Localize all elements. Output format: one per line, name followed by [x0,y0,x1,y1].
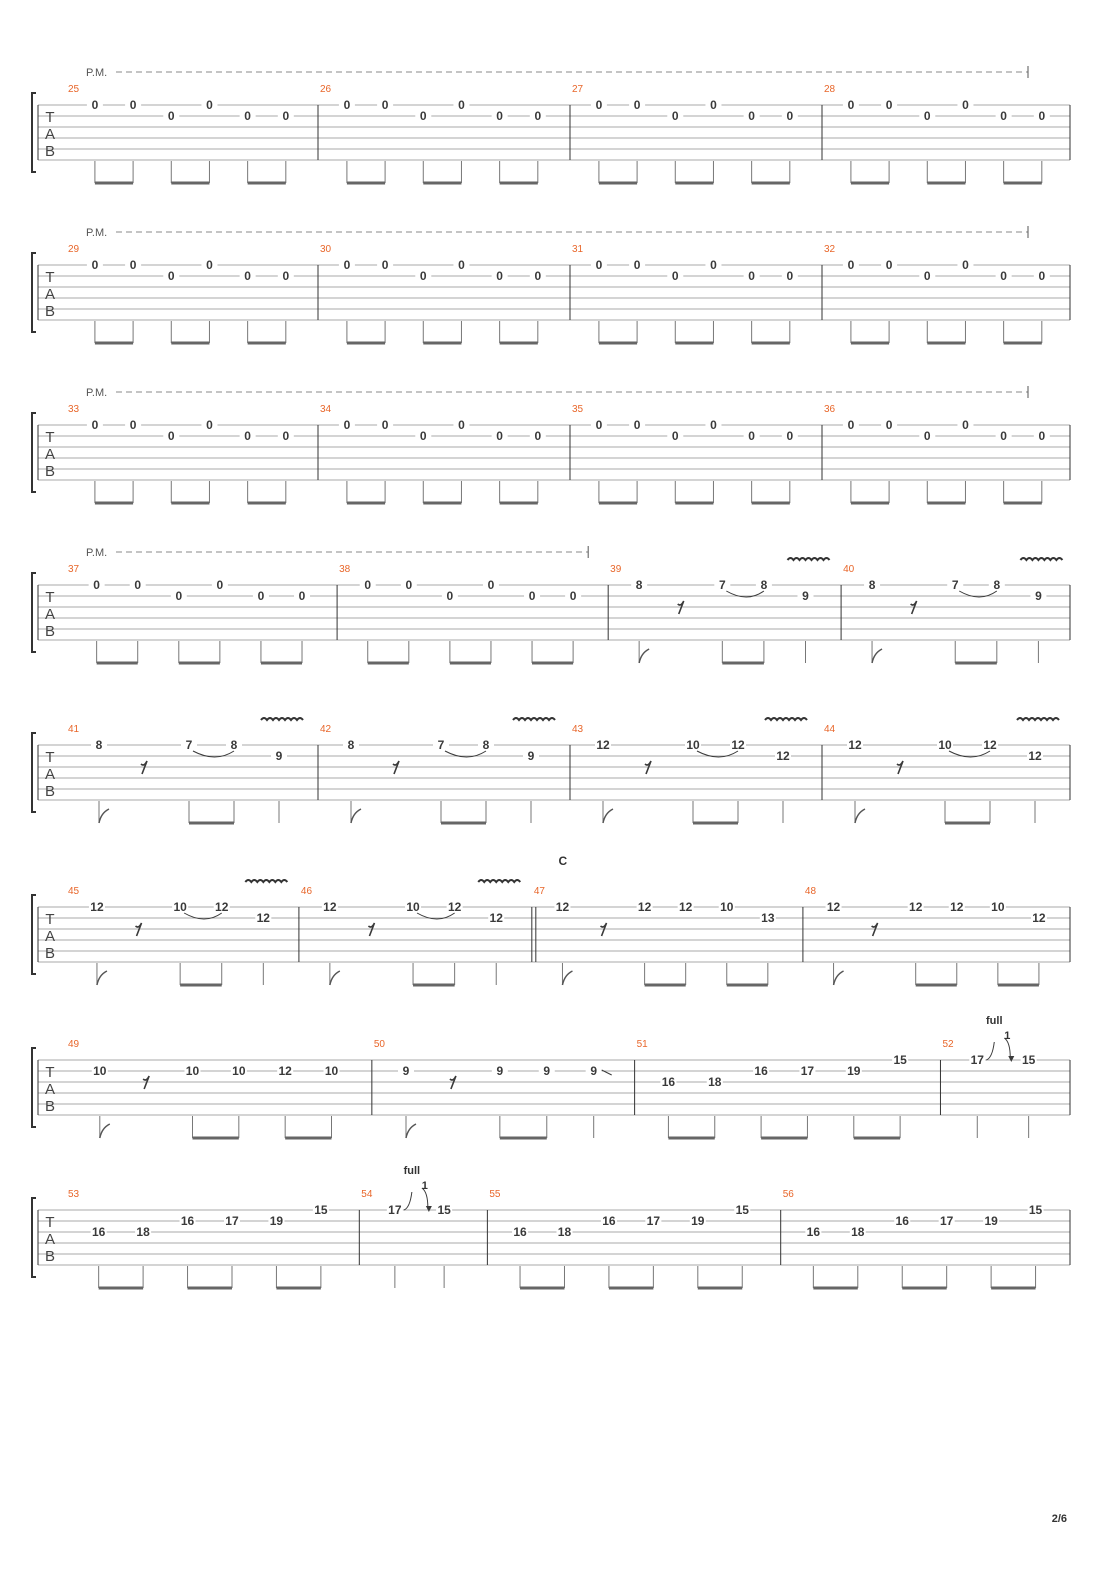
fret-number: 0 [962,418,969,432]
fret-number: 0 [419,109,427,123]
fret-number: 9 [527,749,535,763]
fret-number: 0 [923,429,931,443]
measure-number: 49 [68,1039,80,1050]
measure-number: 45 [68,886,80,897]
fret-number: 17 [939,1214,954,1228]
tab-system [32,718,1070,823]
fret-number: 0 [381,98,389,112]
fret-number: 0 [786,429,794,443]
measure-number: 54 [361,1189,373,1200]
fret-number: 16 [806,1225,821,1239]
fret-number: 0 [381,258,389,272]
palm-mute-label: P.M. [86,387,108,399]
fret-number: 0 [595,418,603,432]
measure-number: 38 [339,564,351,575]
tab-clef-letter: T [45,589,55,606]
fret-number: 0 [298,589,306,603]
fret-number: 0 [129,418,137,432]
fret-number: 0 [496,269,503,283]
measure-number: 42 [320,724,332,735]
measure-number: 56 [782,1189,794,1200]
measure-number: 40 [843,564,855,575]
fret-number: 10 [720,900,734,914]
system-bracket [32,573,36,652]
vibrato-mark [261,718,303,720]
fret-number: 17 [225,1214,239,1228]
tab-system [32,1015,1070,1138]
fret-number: 10 [185,1064,200,1078]
fret-number: 15 [314,1203,328,1217]
tab-clef-letter: A [44,928,56,945]
fret-number: 12 [323,900,337,914]
fret-number: 12 [447,900,462,914]
fret-number: 12 [637,900,652,914]
vibrato-mark [245,880,287,882]
bend-arrow [404,1192,412,1210]
fret-number: 16 [91,1225,106,1239]
note-flag [99,809,109,823]
fret-number: 0 [633,98,641,112]
fret-number: 0 [569,589,577,603]
system-bracket [32,733,36,812]
fret-number: 0 [885,98,893,112]
tab-clef-letter: T [45,911,55,928]
measure-number: 25 [68,84,80,95]
fret-number: 12 [278,1064,292,1078]
measure-number: 29 [68,244,80,255]
fret-number: 16 [513,1225,527,1239]
vibrato-mark [478,880,520,882]
fret-number: 7 [718,578,726,592]
measure-number: 50 [373,1039,385,1050]
fret-number: 9 [402,1064,410,1078]
page-number: 2/6 [1051,1513,1067,1525]
fret-number: 0 [710,418,717,432]
tab-clef-letter: T [45,109,55,126]
fret-number: 10 [324,1064,339,1078]
fret-number: 0 [446,589,454,603]
fret-number: 8 [482,738,490,752]
fret-number: 12 [731,738,745,752]
fret-number: 0 [458,258,465,272]
fret-number: 0 [923,269,931,283]
fret-number: 18 [136,1225,150,1239]
fret-number: 0 [710,98,717,112]
fret-number: 0 [405,578,413,592]
fret-number: 19 [269,1214,284,1228]
note-flag [351,809,361,823]
fret-number: 0 [633,258,641,272]
tab-clef-letter: B [44,623,56,640]
fret-number: 7 [437,738,445,752]
fret-number: 9 [1035,589,1042,603]
fret-number: 0 [216,578,224,592]
tab-clef-letter: T [45,269,55,286]
fret-number: 13 [761,911,775,925]
palm-mute-label: P.M. [86,547,108,559]
system-bracket [32,1198,36,1277]
tab-clef-letter: A [44,1081,56,1098]
fret-number: 0 [91,258,99,272]
fret-number: 16 [754,1064,768,1078]
fret-number: 12 [1032,911,1046,925]
tab-clef-letter: B [44,463,56,480]
fret-number: 16 [661,1075,676,1089]
note-flag [97,971,107,985]
vibrato-mark [1017,718,1059,720]
fret-number: 0 [748,269,755,283]
fret-number: 0 [847,258,855,272]
fret-number: 9 [590,1064,598,1078]
tab-clef-letter: A [44,766,56,783]
fret-number: 0 [1000,429,1007,443]
fret-number: 0 [671,269,679,283]
measure-number: 46 [300,886,313,897]
fret-number: 0 [748,109,755,123]
note-flag [834,971,844,985]
tab-clef-letter: A [44,126,56,143]
tab-system [32,386,1070,503]
tab-clef-letter: A [44,286,56,303]
measure-number: 43 [572,724,584,735]
fret-number: 8 [347,738,355,752]
fret-number: 10 [232,1064,246,1078]
tab-system [32,546,1070,663]
fret-number: 0 [962,258,969,272]
fret-number: 0 [534,269,542,283]
tab-clef-letter: B [44,1248,56,1265]
tab-system [32,1165,1070,1288]
tab-clef-letter: A [44,1231,56,1248]
fret-number: 0 [175,589,183,603]
note-flag [639,649,649,663]
measure-number: 31 [572,244,584,255]
fret-number: 0 [885,418,893,432]
fret-number: 12 [215,900,229,914]
fret-number: 0 [244,269,251,283]
note-flag [872,649,882,663]
fret-number: 16 [602,1214,616,1228]
tab-clef-letter: B [44,143,56,160]
note-flag [855,809,865,823]
measure-number: 47 [533,886,545,897]
fret-number: 0 [381,418,389,432]
fret-number: 12 [256,911,270,925]
fret-number: 7 [951,578,959,592]
system-bracket [32,413,36,492]
note-flag [100,1124,110,1138]
measure-number: 30 [320,244,332,255]
measure-number: 44 [824,724,836,735]
fret-number: 12 [983,738,997,752]
fret-number: 0 [134,578,142,592]
fret-number: 0 [206,418,213,432]
measure-number: 53 [68,1189,80,1200]
fret-number: 8 [760,578,768,592]
fret-number: 0 [487,578,495,592]
fret-number: 0 [343,418,351,432]
tab-clef-letter: B [44,1098,56,1115]
fret-number: 10 [406,900,420,914]
fret-number: 8 [993,578,1001,592]
fret-number: 0 [528,589,536,603]
fret-number: 10 [991,900,1005,914]
measure-number: 37 [68,564,80,575]
system-bracket [32,93,36,172]
system-bracket [32,1048,36,1127]
fret-number: 15 [1021,1053,1036,1067]
fret-number: 0 [167,429,175,443]
fret-number: 0 [534,109,542,123]
fret-number: 12 [489,911,503,925]
fret-number: 0 [419,269,427,283]
bend-step-label: 1 [421,1180,428,1192]
fret-number: 0 [458,98,465,112]
fret-number: 0 [167,109,175,123]
palm-mute-label: P.M. [86,67,108,79]
fret-number: 0 [419,429,427,443]
fret-number: 19 [847,1064,861,1078]
fret-number: 0 [1038,269,1046,283]
section-marker: C [558,854,568,868]
vibrato-mark [1020,558,1062,560]
fret-number: 0 [1000,269,1007,283]
tab-clef-letter: B [44,945,56,962]
bend-step-label: 1 [1004,1030,1011,1042]
measure-number: 41 [68,724,80,735]
fret-number: 8 [95,738,103,752]
fret-number: 15 [735,1203,749,1217]
bend-amount-label: full [986,1015,1003,1027]
tab-clef-letter: A [44,446,56,463]
fret-number: 0 [458,418,465,432]
measure-number: 52 [942,1039,954,1050]
tab-clef-letter: T [45,429,55,446]
fret-number: 0 [129,98,137,112]
release-arrowhead [1008,1056,1014,1062]
note-flag [562,971,572,985]
fret-number: 0 [671,109,679,123]
fret-number: 7 [185,738,193,752]
fret-number: 12 [596,738,610,752]
release-arrowhead [426,1206,432,1212]
measure-number: 55 [489,1189,501,1200]
measure-number: 39 [610,564,622,575]
fret-number: 18 [708,1075,722,1089]
fret-number: 0 [206,98,213,112]
fret-number: 0 [847,418,855,432]
fret-number: 0 [633,418,641,432]
fret-number: 12 [826,900,841,914]
fret-number: 15 [437,1203,451,1217]
fret-number: 0 [786,109,794,123]
fret-number: 0 [364,578,372,592]
tab-system [32,66,1070,183]
note-flag [603,809,613,823]
fret-number: 9 [802,589,809,603]
fret-number: 10 [938,738,952,752]
tab-clef-letter: T [45,1064,55,1081]
fret-number: 9 [275,749,283,763]
tab-clef-letter: B [44,303,56,320]
fret-number: 0 [595,98,603,112]
fret-number: 17 [388,1203,402,1217]
tab-system [32,226,1070,343]
fret-number: 16 [895,1214,909,1228]
fret-number: 17 [970,1053,984,1067]
system-bracket [32,895,36,974]
fret-number: 0 [282,269,290,283]
fret-number: 18 [557,1225,572,1239]
measure-number: 27 [572,84,584,95]
fret-number: 0 [93,578,100,592]
fret-number: 0 [1000,109,1007,123]
fret-number: 0 [167,269,175,283]
tab-clef-letter: T [45,1214,55,1231]
fret-number: 0 [748,429,755,443]
fret-number: 0 [885,258,893,272]
fret-number: 0 [1038,429,1046,443]
fret-number: 0 [129,258,137,272]
fret-number: 0 [847,98,855,112]
fret-number: 12 [848,738,862,752]
fret-number: 0 [282,429,290,443]
fret-number: 16 [180,1214,195,1228]
fret-number: 0 [91,98,99,112]
fret-number: 0 [282,109,290,123]
fret-number: 19 [691,1214,705,1228]
fret-number: 12 [555,900,570,914]
fret-number: 0 [671,429,679,443]
tab-clef-letter: T [45,749,55,766]
fret-number: 0 [244,109,251,123]
fret-number: 0 [710,258,717,272]
fret-number: 10 [173,900,187,914]
fret-number: 0 [206,258,213,272]
fret-number: 0 [343,258,351,272]
fret-number: 17 [646,1214,661,1228]
fret-number: 0 [343,98,351,112]
tab-clef-letter: A [44,606,56,623]
measure-number: 51 [636,1039,648,1050]
fret-number: 0 [595,258,603,272]
fret-number: 12 [776,749,790,763]
fret-number: 0 [534,429,542,443]
fret-number: 18 [851,1225,865,1239]
measure-number: 48 [804,886,817,897]
measure-number: 34 [320,404,332,415]
measure-number: 26 [320,84,332,95]
fret-number: 0 [257,589,265,603]
fret-number: 17 [800,1064,815,1078]
system-bracket [32,253,36,332]
fret-number: 12 [909,900,923,914]
fret-number: 9 [543,1064,551,1078]
fret-number: 0 [786,269,794,283]
bend-arrow [986,1042,994,1060]
fret-number: 0 [1038,109,1046,123]
fret-number: 19 [984,1214,998,1228]
note-flag [406,1124,416,1138]
fret-number: 0 [923,109,931,123]
vibrato-mark [788,558,830,560]
fret-number: 8 [635,578,643,592]
measure-number: 33 [68,404,80,415]
fret-number: 10 [93,1064,107,1078]
fret-number: 0 [496,109,503,123]
fret-number: 12 [1028,749,1042,763]
fret-number: 0 [244,429,251,443]
fret-number: 12 [950,900,964,914]
tab-clef-letter: B [44,783,56,800]
measure-number: 28 [824,84,836,95]
note-flag [330,971,340,985]
vibrato-mark [765,718,807,720]
fret-number: 9 [496,1064,504,1078]
fret-number: 15 [893,1053,907,1067]
fret-number: 15 [1028,1203,1043,1217]
vibrato-mark [513,718,555,720]
measure-number: 32 [824,244,836,255]
fret-number: 12 [679,900,693,914]
fret-number: 8 [868,578,876,592]
tab-system [32,854,1070,985]
measure-number: 36 [824,404,836,415]
palm-mute-label: P.M. [86,227,108,239]
fret-number: 0 [91,418,99,432]
fret-number: 8 [230,738,238,752]
fret-number: 10 [686,738,700,752]
fret-number: 0 [496,429,503,443]
fret-number: 0 [962,98,969,112]
fret-number: 12 [90,900,104,914]
measure-number: 35 [572,404,584,415]
bend-amount-label: full [403,1165,421,1177]
